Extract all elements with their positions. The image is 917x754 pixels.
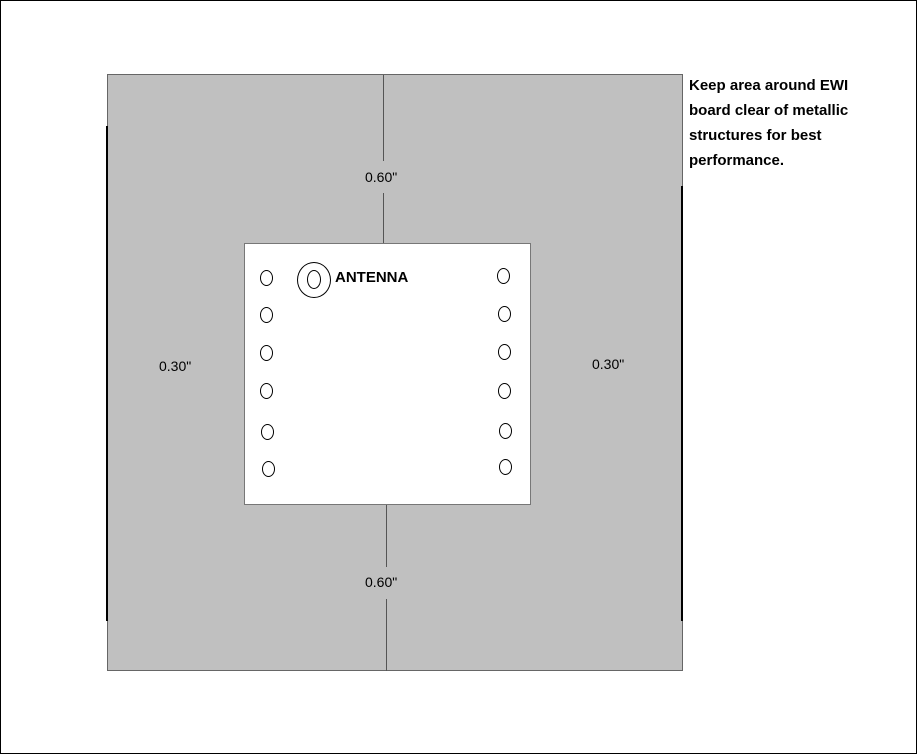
right-mounting-hole [498,383,511,399]
keepout-right-edge-mark [681,186,683,621]
clearance-note: Keep area around EWI board clear of metallic structures for best performance. [689,77,849,169]
bottom-dimension-line-lower [386,599,387,671]
left-mounting-hole [260,345,273,361]
antenna-label: ANTENNA [335,269,409,286]
bottom-clearance-label: 0.60" [365,574,398,590]
right-mounting-hole [498,344,511,360]
right-mounting-hole [498,306,511,322]
right-mounting-hole [497,268,510,284]
left-mounting-hole [260,307,273,323]
right-mounting-hole [499,459,512,475]
left-mounting-hole [260,383,273,399]
ewi-board [244,243,531,505]
antenna-inner-ring [307,270,321,289]
left-mounting-hole [262,461,275,477]
keepout-left-edge-mark [106,126,108,621]
bottom-dimension-line-upper [386,505,387,567]
top-dimension-line-lower [383,193,384,243]
right-mounting-hole [499,423,512,439]
left-clearance-label: 0.30" [159,358,192,374]
right-clearance-label: 0.30" [592,356,625,372]
left-mounting-hole [261,424,274,440]
left-mounting-hole [260,270,273,286]
antenna-outer-ring [297,262,331,298]
top-dimension-line-upper [383,75,384,161]
top-clearance-label: 0.60" [365,169,398,185]
